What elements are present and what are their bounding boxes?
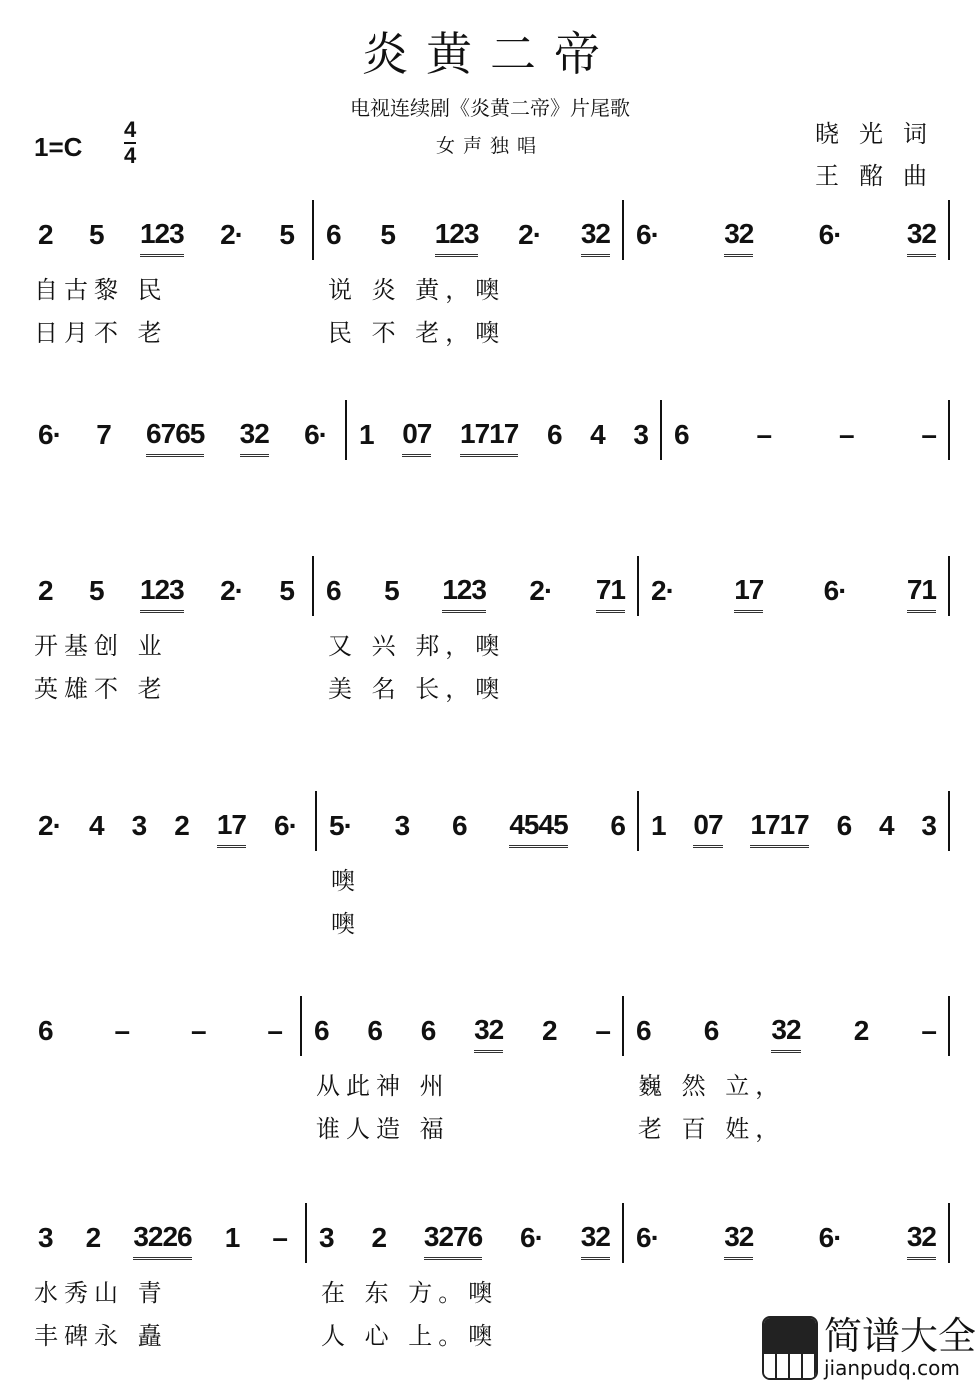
lyric-line: 丰碑永 矗 [34, 1322, 168, 1350]
piano-keys-icon [762, 1316, 818, 1380]
measure [30, 1215, 295, 1265]
barline [948, 1203, 950, 1263]
lyric-line: 民 不 老，噢 [328, 319, 506, 347]
note: – [838, 419, 854, 450]
note: – [921, 419, 936, 450]
note: 2· [518, 219, 542, 250]
measure [30, 568, 302, 618]
barline [622, 996, 624, 1056]
barline [637, 556, 639, 616]
note: 71 [596, 574, 625, 613]
note: 32 [581, 1221, 610, 1260]
note: 07 [693, 809, 722, 848]
barline [622, 200, 624, 260]
note: 6 [367, 1015, 382, 1046]
watermark-logo [762, 1316, 976, 1380]
staff-row [0, 803, 980, 938]
barline [312, 556, 314, 616]
time-signature-bottom: 4 [124, 143, 137, 168]
measure [628, 212, 944, 262]
note: 2· [651, 575, 674, 606]
barline [312, 200, 314, 260]
measure [643, 803, 944, 853]
lyric-line: 开基创 业 [34, 632, 168, 660]
note: 3276 [424, 1221, 482, 1260]
note: 32 [724, 218, 753, 257]
lyric-line: 老 百 姓， [638, 1115, 786, 1143]
note: 2 [542, 1015, 557, 1046]
time-signature [124, 118, 136, 168]
note: 2 [371, 1222, 387, 1253]
lyric-line: 人 心 上。噢 [321, 1322, 499, 1350]
note: 3 [394, 810, 410, 841]
note: 1 [224, 1222, 240, 1253]
note: 6 [546, 419, 562, 450]
note: 6 [38, 1015, 53, 1046]
note: 5· [329, 810, 352, 841]
barline [315, 791, 317, 851]
note: – [756, 419, 772, 450]
note: 3 [921, 810, 936, 841]
note: 5 [380, 219, 395, 250]
note: 6· [818, 1222, 842, 1253]
time-signature-top: 4 [124, 117, 137, 142]
note: 32 [474, 1014, 503, 1053]
staff-row [0, 568, 980, 703]
measure [321, 803, 633, 853]
note: 2· [220, 219, 243, 250]
note: – [190, 1015, 206, 1046]
measure [666, 412, 944, 462]
lyric-line: 水秀山 青 [34, 1279, 168, 1307]
note: – [114, 1015, 130, 1046]
song-subtitle: 电视连续剧《炎黄二帝》片尾歌 [350, 96, 630, 120]
note: – [595, 1015, 610, 1046]
note: – [921, 1015, 936, 1046]
measure [30, 412, 335, 462]
note: 5 [279, 575, 294, 606]
note: 32 [771, 1014, 800, 1053]
measure [30, 803, 305, 853]
note: 6 [326, 575, 341, 606]
lyric-line: 日月不 老 [34, 319, 168, 347]
barline [345, 400, 347, 460]
note: 32 [240, 418, 269, 457]
note: – [267, 1015, 282, 1046]
measure [30, 1008, 290, 1058]
measure [351, 412, 656, 462]
note: 6765 [146, 418, 204, 457]
lyricist-credit: 晓光词 [815, 120, 947, 148]
note: 17 [217, 809, 246, 848]
note: 71 [907, 574, 936, 613]
note: 2 [38, 219, 53, 250]
barline [622, 1203, 624, 1263]
note: 5 [88, 575, 104, 606]
note: 5 [384, 575, 399, 606]
lyric-line: 噢 [331, 910, 361, 938]
note: 6· [304, 419, 327, 450]
barline [660, 400, 662, 460]
note: 6 [674, 419, 689, 450]
staff-row [0, 212, 980, 347]
note: 123 [140, 574, 184, 613]
note: 6· [636, 219, 659, 250]
measure [628, 1215, 944, 1265]
measure [311, 1215, 618, 1265]
measure [318, 212, 618, 262]
note: 2 [38, 575, 53, 606]
lyric-line: 在 东 方。噢 [321, 1279, 499, 1307]
performance-type: 女声独唱 [435, 135, 544, 157]
note: 6 [314, 1015, 329, 1046]
barline [948, 200, 950, 260]
measure [628, 1008, 944, 1058]
note: 2 [853, 1015, 869, 1046]
note: 7 [96, 419, 111, 450]
lyric-line: 英雄不 老 [34, 675, 168, 703]
measure [318, 568, 633, 618]
barline [948, 791, 950, 851]
note: 6· [520, 1222, 543, 1253]
lyric-line: 噢 [331, 867, 361, 895]
staff-row [0, 1008, 980, 1143]
measure [306, 1008, 618, 1058]
note: 3226 [133, 1221, 191, 1260]
note: 6· [274, 810, 297, 841]
note: 32 [907, 218, 936, 257]
note: 6 [420, 1015, 436, 1046]
note: 6 [836, 810, 852, 841]
note: 5 [88, 219, 104, 250]
note: 1 [359, 419, 374, 450]
note: 2· [529, 575, 553, 606]
lyric-line: 自古黎 民 [34, 276, 168, 304]
lyric-line: 从此神 州 [316, 1072, 450, 1100]
note: 6· [636, 1222, 659, 1253]
note: 07 [402, 418, 431, 457]
note: 4 [88, 810, 104, 841]
note: 4 [878, 810, 894, 841]
barline [637, 791, 639, 851]
barline [948, 400, 950, 460]
note: 123 [442, 574, 486, 613]
note: 2· [220, 575, 243, 606]
note: 1717 [460, 418, 518, 457]
note: 32 [907, 1221, 936, 1260]
note: 6 [703, 1015, 719, 1046]
note: 6· [818, 219, 842, 250]
note: 2 [174, 810, 189, 841]
note: 6 [452, 810, 467, 841]
note: 123 [140, 218, 184, 257]
lyric-line: 谁人造 福 [316, 1115, 450, 1143]
note: 6 [326, 219, 341, 250]
note: 5 [279, 219, 294, 250]
measure [30, 212, 302, 262]
note: 4 [590, 419, 605, 450]
note: 6· [823, 575, 847, 606]
barline [948, 996, 950, 1056]
staff-row [0, 412, 980, 472]
note: 123 [435, 218, 479, 257]
note: 1717 [750, 809, 808, 848]
composer-credit: 王酩曲 [815, 162, 947, 190]
note: 3 [319, 1222, 334, 1253]
note: – [272, 1222, 287, 1253]
lyric-line: 又 兴 邦，噢 [328, 632, 506, 660]
note: 32 [724, 1221, 753, 1260]
watermark-name: 简谱大全 [824, 1314, 977, 1358]
measure [643, 568, 944, 618]
note: 2 [85, 1222, 101, 1253]
note: 2· [38, 810, 61, 841]
song-title: 炎黄二帝 [362, 27, 618, 81]
note: 3 [633, 419, 648, 450]
note: 3 [131, 810, 147, 841]
note: 32 [581, 218, 610, 257]
note: 6 [636, 1015, 651, 1046]
note: 3 [38, 1222, 53, 1253]
watermark-url: jianpudq.com [824, 1356, 960, 1380]
note: 1 [651, 810, 666, 841]
note: 6 [610, 810, 625, 841]
barline [300, 996, 302, 1056]
note: 17 [734, 574, 763, 613]
note: 6· [38, 419, 61, 450]
barline [305, 1203, 307, 1263]
barline [948, 556, 950, 616]
note: 4545 [509, 809, 567, 848]
lyric-line: 巍 然 立， [638, 1072, 786, 1100]
key-signature: 1=C [34, 132, 83, 162]
lyric-line: 美 名 长，噢 [328, 675, 506, 703]
lyric-line: 说 炎 黄，噢 [328, 276, 506, 304]
